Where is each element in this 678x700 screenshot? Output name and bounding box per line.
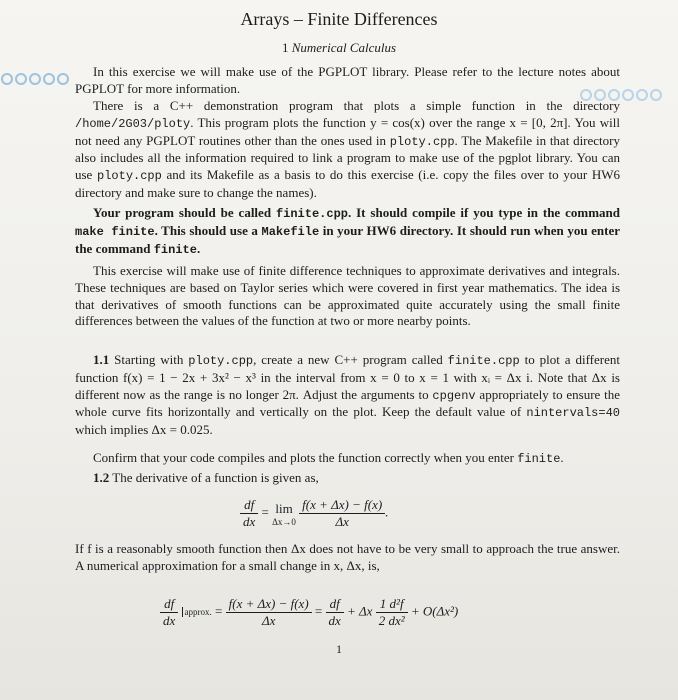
section-title: Numerical Calculus: [291, 40, 397, 55]
section-number: 1: [281, 40, 289, 55]
section-heading: [0, 40, 678, 56]
paragraph-demo-program: There is a C++ demonstration program that plots a simple function in the directory /home/2G03/ploty. This program plots the function y = cos(x) over the range x = [0, 2π]. You will not need any PGPLOT routines other than the ones used in ploty.cpp. The Makefile in that directory also includes all the information required to link a program to make use of the pgplot library. You can use ploty.cpp and its Makefile as a basis to do this exercise (i.e. copy the files over to your HW6 directory and make sure to change the names).: [75, 98, 620, 200]
equation-derivative-approximation: $\frac{df}{dx}$ approx. = $\frac{f(x + \Delta x) - f(x)}{\Delta x}$ = $\frac{df}{dx}$ + Δx $\frac{\text{1 d²f}}{\text{2 dx²}}$ + O(Δx²): [160, 596, 458, 629]
paragraph-program-requirements: Your program should be called finite.cpp. It should compile if you type in the command make finite. This should use a Makefile in your HW6 directory. It should run when you enter the command finite.: [75, 205, 621, 257]
page-number: 1: [336, 642, 342, 656]
document-title: Arrays – Finite Differences: [240, 9, 438, 29]
paragraph-intro: In this exercise we will make use of the PGPLOT library. Please refer to the lecture notes about PGPLOT for more information.: [75, 64, 620, 96]
paragraph-finite-difference: This exercise will make use of finite difference techniques to approximate derivatives and integrals. These techniques are based on Taylor series which were covered in first year mathematics. The idea is that derivatives of smooth functions can be approximated quite accurately using the small finite differences between the values of the function at two or more nearby points.: [75, 263, 620, 329]
scan-artifact: [0, 72, 72, 86]
path-text: /home/2G03/ploty: [75, 116, 191, 131]
paragraph-task-1-1: 1.1 Starting with ploty.cpp, create a new C++ program called finite.cpp to plot a different function f(x) = 1 − 2x + 3x² − x³ in the interval from x = 0 to x = 1 with xᵢ = Δx i. Note that Δx is different now as the range is no longer 2π. Adjust the arguments to cpgenv appropriately to ensure the whole curve fits horizontally and vertically on the plot. Keep the default value of nintervals=40 which implies Δx = 0.025.: [75, 352, 620, 438]
equation-derivative-definition: $\frac{df}{dx}$ = lim Δx→0 $\frac{f(x + \Delta x) - f(x)}{\Delta x}$ .: [240, 497, 388, 530]
paragraph-confirm: Confirm that your code compiles and plots the function correctly when you enter finite.: [93, 450, 564, 466]
paragraph-task-1-2: 1.2 The derivative of a function is given as,: [93, 470, 319, 485]
paragraph-approximation: If f is a reasonably smooth function then Δx does not have to be very small to approach the true answer. A numerical approximation for a small change in x, Δx, is,: [75, 541, 620, 573]
